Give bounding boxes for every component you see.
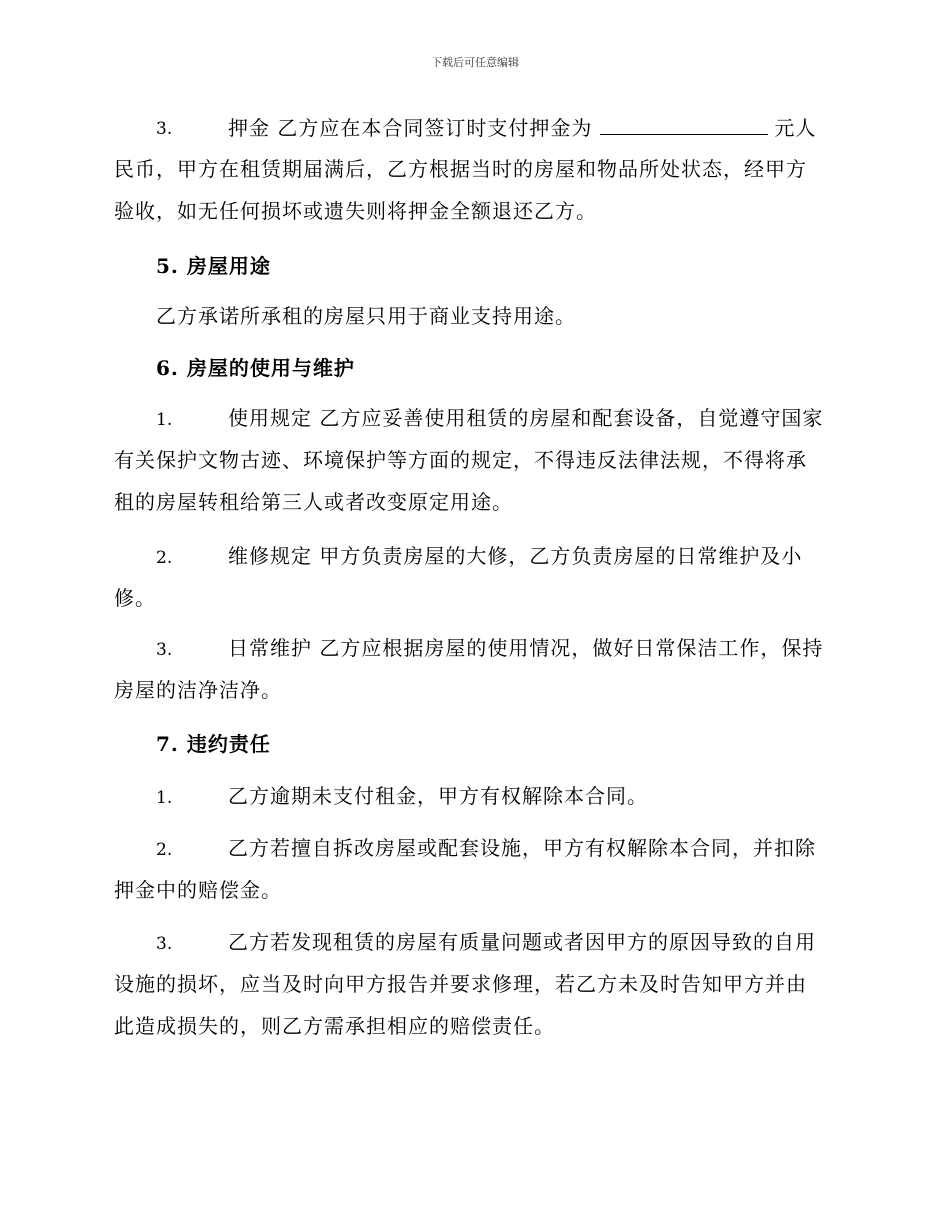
s7-item-3-number: 3. [156, 934, 173, 954]
s7-item-2-line-2: 押金中的赔偿金。 [114, 878, 282, 902]
s6-item-2-number: 2. [156, 548, 173, 568]
s6-item-3-number: 3. [156, 640, 173, 660]
s7-item-3-line-3: 此造成损失的，则乙方需承担相应的赔偿责任。 [114, 1014, 555, 1038]
s6-item-1-line-1: 使用规定 乙方应妥善使用租赁的房屋和配套设备，自觉遵守国家 [228, 406, 824, 430]
s6-item-3-line-2: 房屋的洁净洁净。 [114, 678, 282, 702]
s7-item-3-line-2: 设施的损坏，应当及时向甲方报告并要求修理，若乙方未及时告知甲方并由 [114, 972, 807, 996]
section-5-line-1: 乙方承诺所承租的房屋只用于商业支持用途。 [156, 304, 576, 328]
deposit-line-1a: 押金 乙方应在本合同签订时支付押金为 [228, 116, 593, 140]
s7-item-2-line-1: 乙方若擅自拆改房屋或配套设施，甲方有权解除本合同，并扣除 [228, 836, 816, 860]
deposit-amount-blank [600, 114, 768, 135]
s6-item-1-line-3: 租的房屋转租给第三人或者改变原定用途。 [114, 490, 513, 514]
s6-item-1-line-2: 有关保护文物古迹、环境保护等方面的规定，不得违反法律法规，不得将承 [114, 448, 807, 472]
s6-item-2-line-1: 维修规定 甲方负责房屋的大修，乙方负责房屋的日常维护及小 [228, 544, 803, 568]
section-6-heading: 6. 房屋的使用与维护 [156, 356, 355, 380]
deposit-number: 3. [156, 119, 173, 139]
s6-item-2-line-2: 修。 [114, 586, 156, 610]
deposit-line-1b: 元人 [774, 116, 817, 140]
s7-item-3-line-1: 乙方若发现租赁的房屋有质量问题或者因甲方的原因导致的自用 [228, 930, 816, 954]
s6-item-3-line-1: 日常维护 乙方应根据房屋的使用情况，做好日常保洁工作，保持 [228, 636, 824, 660]
page-header: 下载后可任意编辑 [431, 56, 519, 69]
s7-item-2-number: 2. [156, 840, 173, 860]
section-7-heading: 7. 违约责任 [156, 732, 271, 756]
s7-item-1-number: 1. [156, 788, 173, 808]
deposit-line-1 [228, 114, 816, 142]
s6-item-1-number: 1. [156, 410, 173, 430]
deposit-line-2: 民币，甲方在租赁期届满后，乙方根据当时的房屋和物品所处状态，经甲方 [114, 157, 807, 181]
s7-item-1-line-1: 乙方逾期未支付租金，甲方有权解除本合同。 [228, 784, 648, 808]
section-5-heading: 5. 房屋用途 [156, 254, 271, 278]
deposit-line-3: 验收，如无任何损坏或遗失则将押金全额退还乙方。 [114, 199, 597, 223]
